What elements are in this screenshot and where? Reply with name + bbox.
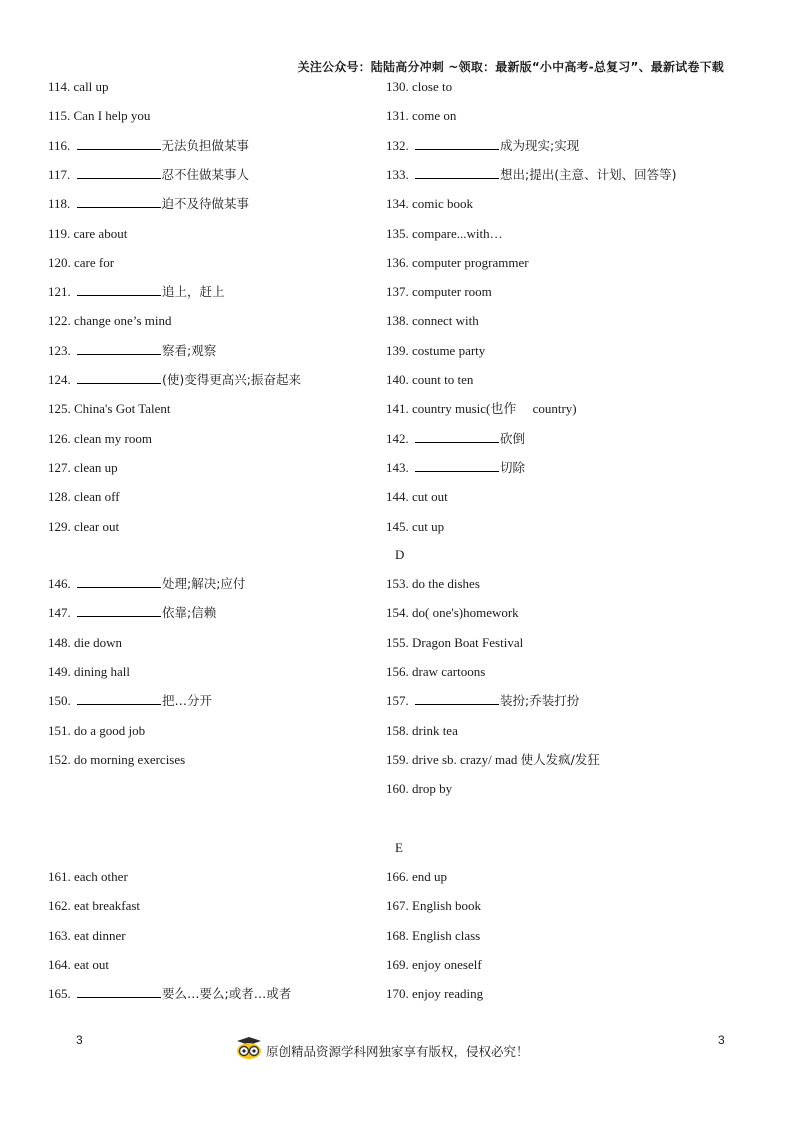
english-phrase: drop by	[412, 781, 453, 796]
item-number: 129.	[48, 519, 71, 534]
item-number: 158.	[386, 723, 409, 738]
item-number: 135.	[386, 226, 409, 241]
item-number: 149.	[48, 664, 71, 679]
list-item	[386, 108, 456, 124]
list-item	[386, 752, 600, 768]
list-item	[48, 723, 145, 739]
english-phrase: care about	[73, 226, 128, 241]
english-phrase: China's Got Talent	[74, 401, 171, 416]
item-number: 139.	[386, 343, 409, 358]
english-phrase: Can I help you	[73, 108, 151, 123]
list-item	[48, 460, 118, 476]
english-phrase: costume party	[412, 343, 486, 358]
item-number: 150.	[48, 693, 71, 708]
english-phrase: English class	[412, 928, 481, 943]
list-item	[386, 928, 480, 944]
fill-in-blank[interactable]	[77, 343, 161, 355]
item-number: 161.	[48, 869, 71, 884]
item-number: 147.	[48, 605, 71, 620]
fill-in-blank[interactable]	[415, 167, 499, 179]
list-item	[386, 343, 485, 359]
item-number: 142.	[386, 431, 409, 446]
english-phrase: call up	[73, 79, 109, 94]
english-phrase: enjoy oneself	[412, 957, 482, 972]
english-phrase: cut out	[412, 489, 448, 504]
section-heading-e: E	[395, 840, 403, 855]
chinese-meaning: 想出;提出(主意、计划、回答等)	[500, 167, 677, 182]
english-phrase: clean off	[74, 489, 120, 504]
list-item	[48, 255, 114, 271]
english-phrase: compare...with…	[412, 226, 503, 241]
fill-in-blank[interactable]	[415, 693, 499, 705]
item-number: 134.	[386, 196, 409, 211]
item-number: 151.	[48, 723, 71, 738]
list-item	[48, 196, 249, 212]
english-phrase: drive sb. crazy/ mad	[412, 752, 521, 767]
chinese-meaning: 察看;观察	[162, 343, 217, 358]
list-item	[48, 343, 216, 359]
english-phrase: close to	[412, 79, 453, 94]
item-number: 125.	[48, 401, 71, 416]
item-number: 164.	[48, 957, 71, 972]
list-item	[386, 284, 492, 300]
english-phrase: computer room	[412, 284, 492, 299]
chinese-meaning: 依靠;信赖	[162, 605, 217, 620]
list-item	[48, 928, 126, 944]
list-item	[386, 226, 503, 242]
list-item	[48, 576, 245, 592]
list-item	[386, 313, 479, 329]
english-phrase: eat out	[74, 957, 110, 972]
list-item	[48, 108, 150, 124]
list-item	[48, 664, 130, 680]
list-item	[386, 781, 452, 797]
item-number: 133.	[386, 167, 409, 182]
item-number: 131.	[386, 108, 409, 123]
english-phrase: Dragon Boat Festival	[412, 635, 524, 650]
fill-in-blank[interactable]	[77, 167, 161, 179]
english-phrase: English book	[412, 898, 481, 913]
chinese-meaning: 追上，赶上	[162, 284, 225, 299]
list-item	[386, 986, 483, 1002]
item-number: 127.	[48, 460, 71, 475]
list-item	[48, 372, 301, 388]
list-item	[386, 167, 676, 183]
list-item	[48, 489, 120, 505]
english-phrase: each other	[74, 869, 128, 884]
item-number: 155.	[386, 635, 409, 650]
english-phrase: drink tea	[412, 723, 458, 738]
list-item	[48, 635, 122, 651]
list-item	[386, 898, 481, 914]
item-number: 162.	[48, 898, 71, 913]
chinese-meaning: 成为现实;实现	[500, 138, 580, 153]
english-phrase: do a good job	[74, 723, 146, 738]
fill-in-blank[interactable]	[77, 986, 161, 998]
chinese-meaning: 要么…要么;或者…或者	[162, 986, 292, 1001]
list-item	[386, 723, 458, 739]
list-item	[386, 196, 473, 212]
footer-copyright	[236, 1036, 529, 1065]
fill-in-blank[interactable]	[415, 431, 499, 443]
english-phrase: eat dinner	[74, 928, 126, 943]
english-phrase: do( one's)homework	[412, 605, 519, 620]
item-number: 122.	[48, 313, 71, 328]
item-number: 128.	[48, 489, 71, 504]
item-number: 153.	[386, 576, 409, 591]
list-item	[386, 635, 523, 651]
chinese-meaning: 迫不及待做某事	[161, 196, 250, 211]
list-item	[386, 460, 525, 476]
list-item	[48, 313, 171, 329]
english-phrase: clean up	[74, 460, 118, 475]
item-number: 118.	[48, 196, 71, 211]
chinese-meaning: 装扮;乔装打扮	[500, 693, 580, 708]
owl-glasses-icon	[236, 1036, 262, 1065]
fill-in-blank[interactable]	[415, 138, 499, 150]
list-item	[48, 869, 128, 885]
english-phrase: enjoy reading	[412, 986, 484, 1001]
english-phrase: change one’s mind	[74, 313, 172, 328]
english-phrase: come on	[412, 108, 457, 123]
fill-in-blank[interactable]	[77, 605, 161, 617]
item-number: 163.	[48, 928, 71, 943]
fill-in-blank[interactable]	[415, 460, 499, 472]
chinese-meaning: 无法负担做某事	[161, 138, 250, 153]
item-number: 156.	[386, 664, 409, 679]
list-item	[48, 167, 249, 183]
english-phrase: do morning exercises	[74, 752, 186, 767]
item-number: 159.	[386, 752, 409, 767]
item-number: 123.	[48, 343, 71, 358]
item-number: 168.	[386, 928, 409, 943]
chinese-meaning: 砍倒	[500, 431, 526, 446]
item-number: 140.	[386, 372, 409, 387]
item-number: 132.	[386, 138, 409, 153]
list-item	[386, 693, 579, 709]
list-item	[48, 138, 249, 154]
fill-in-blank[interactable]	[77, 284, 161, 296]
list-item	[48, 986, 291, 1002]
item-number: 115.	[48, 108, 71, 123]
english-phrase: computer programmer	[412, 255, 529, 270]
list-item	[48, 401, 171, 417]
list-item	[48, 226, 127, 242]
list-item	[386, 957, 482, 973]
item-number: 117.	[48, 167, 71, 182]
english-phrase: cut up	[412, 519, 445, 534]
item-number: 170.	[386, 986, 409, 1001]
list-item	[48, 519, 119, 535]
list-item	[48, 431, 152, 447]
english-phrase: comic book	[412, 196, 474, 211]
chinese-meaning: 切除	[500, 460, 526, 475]
english-phrase: end up	[412, 869, 448, 884]
list-item	[48, 957, 109, 973]
chinese-meaning: 把…分开	[162, 693, 213, 708]
item-number: 152.	[48, 752, 71, 767]
fill-in-blank[interactable]	[77, 138, 161, 150]
item-number: 126.	[48, 431, 71, 446]
list-item	[48, 284, 225, 300]
item-number: 114.	[48, 79, 71, 94]
item-number: 154.	[386, 605, 409, 620]
fill-in-blank[interactable]	[77, 576, 161, 588]
chinese-meaning: 使人发疯/发狂	[520, 752, 600, 767]
list-item	[386, 869, 447, 885]
list-item	[48, 79, 109, 95]
item-number: 141.	[386, 401, 409, 416]
item-number: 167.	[386, 898, 409, 913]
list-item	[48, 898, 140, 914]
list-item	[386, 519, 444, 535]
english-phrase: care for	[74, 255, 115, 270]
item-number: 124.	[48, 372, 71, 387]
copyright-text: 原创精品资源学科网独家享有版权，侵权必究！	[266, 1043, 529, 1059]
english-phrase: clean my room	[74, 431, 152, 446]
list-item	[386, 372, 473, 388]
list-item	[386, 401, 577, 417]
item-number: 146.	[48, 576, 71, 591]
item-number: 137.	[386, 284, 409, 299]
list-item	[386, 489, 448, 505]
chinese-meaning: 忍不住做某事人	[161, 167, 250, 182]
english-phrase: country music(也作 country)	[412, 401, 577, 416]
english-phrase: dining hall	[74, 664, 130, 679]
item-number: 169.	[386, 957, 409, 972]
list-item	[386, 79, 452, 95]
list-item	[386, 605, 519, 621]
page-number-right: 3	[718, 1033, 725, 1047]
fill-in-blank[interactable]	[77, 693, 161, 705]
fill-in-blank[interactable]	[77, 196, 161, 208]
list-item	[386, 664, 485, 680]
list-item	[48, 693, 212, 709]
item-number: 145.	[386, 519, 409, 534]
list-item	[386, 138, 579, 154]
item-number: 121.	[48, 284, 71, 299]
chinese-meaning: (使)变得更高兴;振奋起来	[162, 372, 301, 387]
item-number: 136.	[386, 255, 409, 270]
page-header: 关注公众号：陆陆高分冲刺 ~领取：最新版“小中高考-总复习”、最新试卷下载	[297, 60, 724, 74]
english-phrase: clear out	[74, 519, 120, 534]
english-phrase: count to ten	[412, 372, 474, 387]
item-number: 116.	[48, 138, 71, 153]
english-phrase: connect with	[412, 313, 479, 328]
english-phrase: draw cartoons	[412, 664, 486, 679]
list-item	[386, 431, 525, 447]
english-phrase: die down	[74, 635, 123, 650]
item-number: 148.	[48, 635, 71, 650]
item-number: 157.	[386, 693, 409, 708]
english-phrase: eat breakfast	[74, 898, 141, 913]
item-number: 138.	[386, 313, 409, 328]
item-number: 119.	[48, 226, 71, 241]
section-heading-d: D	[395, 547, 405, 562]
english-phrase: do the dishes	[412, 576, 480, 591]
item-number: 143.	[386, 460, 409, 475]
item-number: 144.	[386, 489, 409, 504]
item-number: 160.	[386, 781, 409, 796]
item-number: 165.	[48, 986, 71, 1001]
page-number-left: 3	[76, 1033, 83, 1047]
list-item	[386, 576, 480, 592]
list-item	[386, 255, 529, 271]
list-item	[48, 605, 216, 621]
chinese-meaning: 处理;解决;应付	[162, 576, 246, 591]
list-item	[48, 752, 185, 768]
item-number: 120.	[48, 255, 71, 270]
item-number: 166.	[386, 869, 409, 884]
fill-in-blank[interactable]	[77, 372, 161, 384]
item-number: 130.	[386, 79, 409, 94]
